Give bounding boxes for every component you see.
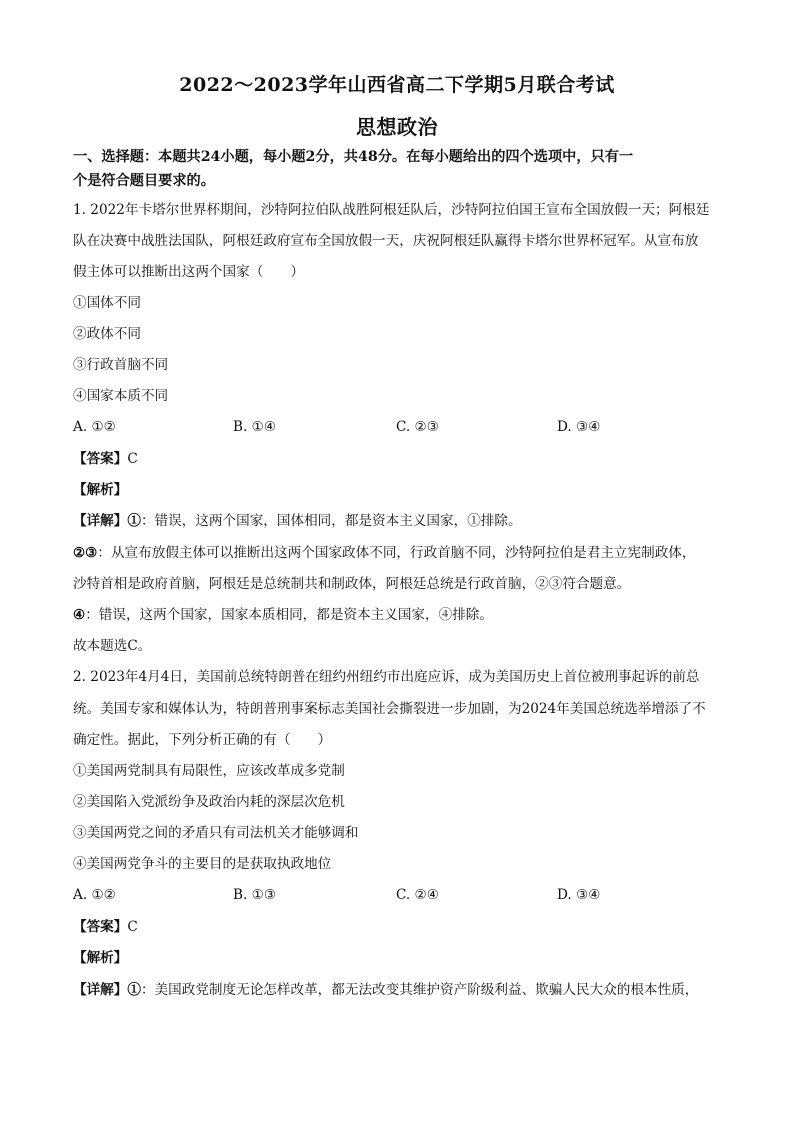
q2-detail1-text: ：美国政党制度无论怎样改革，都无法改变其维护资产阶级利益、欺骗人民大众的根本性质，: [140, 982, 699, 998]
q1-detail3-mark: ④: [73, 607, 86, 623]
q2-answer: [73, 918, 733, 936]
q1-detail-3: [73, 606, 733, 624]
section-instruction-line2: 个是符合题目要求的。: [73, 173, 215, 189]
q1-option-c: C. ②③: [396, 419, 439, 435]
q1-answer: [73, 450, 733, 468]
q1-answer-label: 【答案】: [73, 451, 128, 467]
q2-analysis-label: 【解析】: [73, 950, 128, 966]
q1-option-d: D. ③④: [557, 419, 601, 435]
q2-answer-value: C: [127, 919, 138, 935]
q1-item-1: ①国体不同: [73, 295, 141, 311]
q1-item-2: ②政体不同: [73, 326, 141, 342]
q2-option-a: A. ①②: [73, 887, 116, 903]
q1-detail2-text: ：从宣布放假主体可以推断出这两个国家政体不同，行政首脑不同，沙特阿拉伯是君主立宪制政体，: [97, 545, 696, 561]
q1-detail-label: 【详解】: [73, 513, 128, 529]
q2-option-c: C. ②④: [396, 887, 439, 903]
q1-detail-2: [73, 544, 733, 562]
q2-item-4: ④美国两党争斗的主要目的是获取执政地位: [73, 856, 332, 872]
q1-item-3: ③行政首脑不同: [73, 357, 169, 373]
q1-analysis-label: 【解析】: [73, 482, 128, 498]
q2-stem-line3: 确定性。据此，下列分析正确的有（ ）: [73, 732, 332, 748]
subject-title: 思想政治: [356, 115, 438, 139]
q2-detail1-mark: ①: [127, 982, 141, 998]
q2-stem-line1: 2. 2023年4月4日，美国前总统特朗普在纽约州纽约市出庭应诉，成为美国历史上首位被刑事起诉的前总: [73, 669, 700, 685]
exam-title: 2022～2023学年山西省高二下学期5月联合考试: [179, 74, 615, 96]
q1-detail1-text: ：错误，这两个国家，国体相同，都是资本主义国家，①排除。: [140, 513, 522, 529]
q2-detail-1: [73, 981, 733, 999]
q2-option-b: B. ①③: [233, 887, 277, 903]
q2-option-d: D. ③④: [557, 887, 601, 903]
q2-item-3: ③美国两党之间的矛盾只有司法机关才能够调和: [73, 825, 359, 841]
q1-conclusion: 故本题选C。: [73, 638, 152, 654]
q2-item-1: ①美国两党制具有局限性，应该改革成多党制: [73, 763, 345, 779]
section-instruction-line1: 一、选择题：本题共24小题，每小题2分，共48分。在每小题给出的四个选项中，只有一: [73, 149, 634, 165]
q2-answer-label: 【答案】: [73, 919, 128, 935]
q1-detail1-mark: ①: [127, 513, 141, 529]
q1-stem-line2: 队在决赛中战胜法国队，阿根廷政府宣布全国放假一天，庆祝阿根廷队赢得卡塔尔世界杯冠军。从宣布放: [73, 233, 699, 249]
q1-option-b: B. ①④: [233, 419, 277, 435]
q1-stem-line1: 1. 2022年卡塔尔世界杯期间，沙特阿拉伯队战胜阿根廷队后，沙特阿拉伯国王宣布全国放假一天；阿根廷: [73, 202, 710, 218]
q1-stem-line3: 假主体可以推断出这两个国家（ ）: [73, 264, 305, 280]
q1-detail-1: [73, 512, 733, 530]
q2-item-2: ②美国陷入党派纷争及政治内耗的深层次危机: [73, 794, 345, 810]
q1-detail-2-cont: 沙特首相是政府首脑，阿根廷是总统制共和制政体，阿根廷总统是行政首脑，②③符合题意。: [73, 576, 631, 592]
q1-item-4: ④国家本质不同: [73, 388, 169, 404]
q1-option-a: A. ①②: [73, 419, 116, 435]
q1-detail2-mark: ②③: [73, 545, 98, 561]
q2-stem-line2: 统。美国专家和媒体认为，特朗普刑事案标志美国社会撕裂进一步加剧，为2024年美国总统选举增添了不: [73, 701, 706, 717]
q2-detail-label: 【详解】: [73, 982, 128, 998]
q1-detail3-text: ：错误，这两个国家，国家本质相同，都是资本主义国家，④排除。: [85, 607, 493, 623]
q1-answer-value: C: [127, 451, 138, 467]
